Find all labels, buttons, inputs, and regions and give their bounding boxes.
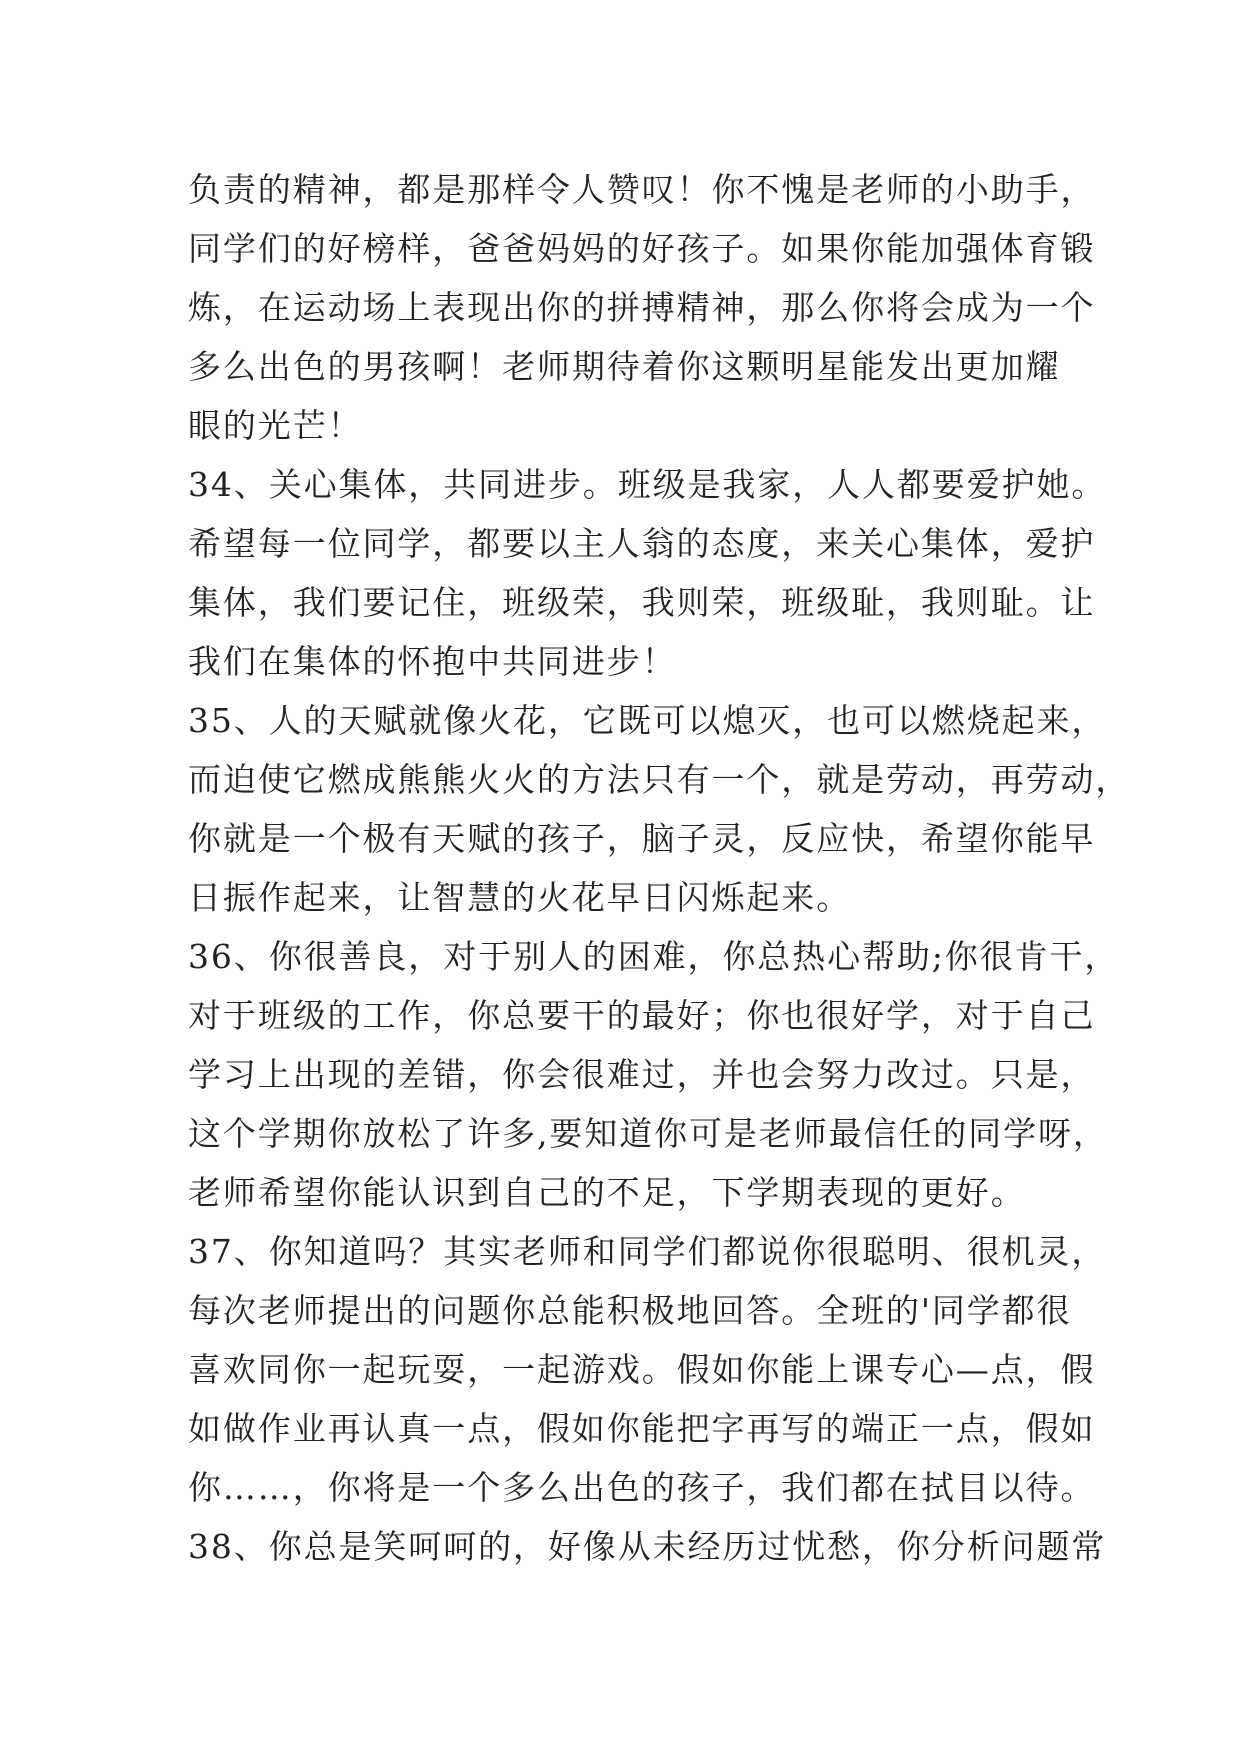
text-line: 我们在集体的怀抱中共同进步！	[188, 642, 677, 681]
text-line: 38、你总是笑呵呵的，好像从未经历过忧愁，你分析问题常	[188, 1527, 1107, 1566]
text-line: 36、你很善良，对于别人的困难，你总热心帮助;你很肯干，	[188, 937, 1120, 976]
text-line: 35、人的天赋就像火花，它既可以熄灭，也可以燃烧起来，	[188, 701, 1107, 740]
text-line: 而迫使它燃成熊熊火火的方法只有一个，就是劳动，再劳动，	[188, 760, 1131, 799]
text-line: 34、关心集体，共同进步。班级是我家，人人都要爱护她。	[188, 465, 1107, 504]
text-line: 对于班级的工作，你总要干的最好；你也很好学，对于自己	[188, 996, 1096, 1035]
text-line: 炼，在运动场上表现出你的拼搏精神，那么你将会成为一个	[188, 288, 1096, 327]
text-line: 眼的光芒！	[188, 406, 363, 445]
text-line: 同学们的好榜样，爸爸妈妈的好孩子。如果你能加强体育锻	[188, 229, 1096, 268]
text-line: 负责的精神，都是那样令人赞叹！你不愧是老师的小助手，	[188, 170, 1096, 209]
text-line: 每次老师提出的问题你总能积极地回答。全班的'同学都很	[188, 1291, 1072, 1330]
text-line: 你就是一个极有天赋的孩子，脑子灵，反应快，希望你能早	[188, 819, 1096, 858]
text-line: 学习上出现的差错，你会很难过，并也会努力改过。只是，	[188, 1055, 1096, 1094]
text-line: 集体，我们要记住，班级荣，我则荣，班级耻，我则耻。让	[188, 583, 1096, 622]
text-line: 如做作业再认真一点，假如你能把字再写的端正一点，假如	[188, 1409, 1096, 1448]
text-line: 37、你知道吗？其实老师和同学们都说你很聪明、很机灵，	[188, 1232, 1107, 1271]
body-text	[188, 160, 1131, 1576]
text-line: 希望每一位同学，都要以主人翁的态度，来关心集体，爱护	[188, 524, 1096, 563]
text-line: 老师希望你能认识到自己的不足，下学期表现的更好。	[188, 1173, 1026, 1212]
text-line: 喜欢同你一起玩耍，一起游戏。假如你能上课专心—点，假	[188, 1350, 1096, 1389]
text-line: 这个学期你放松了许多,要知道你可是老师最信任的同学呀，	[188, 1114, 1108, 1153]
text-line: 多么出色的男孩啊！老师期待着你这颗明星能发出更加耀	[188, 347, 1061, 386]
text-line: 日振作起来，让智慧的火花早日闪烁起来。	[188, 878, 852, 917]
text-line: 你……，你将是一个多么出色的孩子，我们都在拭目以待。	[188, 1468, 1096, 1507]
